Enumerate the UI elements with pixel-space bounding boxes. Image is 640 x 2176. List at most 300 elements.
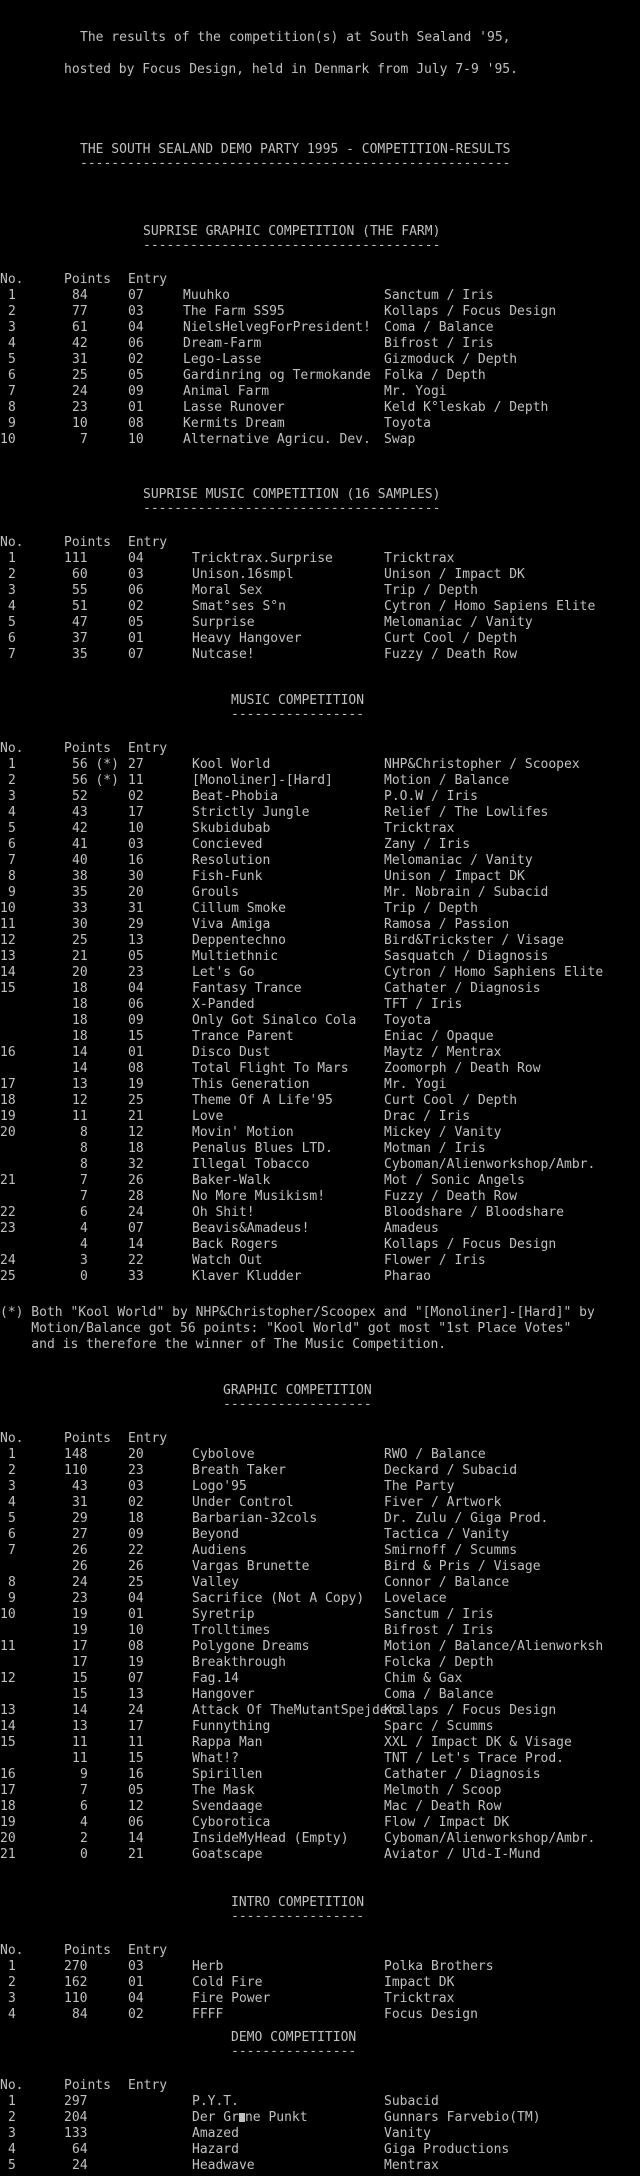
entry-title-cell: Under Control: [192, 1495, 294, 1510]
entry-number-cell: 13: [128, 1687, 144, 1702]
points-cell: 43: [72, 1479, 88, 1494]
rank-cell: 3: [8, 583, 16, 598]
points-cell: 20: [72, 965, 88, 980]
entry-title-cell: Concieved: [192, 837, 263, 852]
author-cell: Mr. Yogi: [384, 384, 447, 399]
rank-cell: 18: [0, 1093, 16, 1108]
rank-cell: 2: [8, 773, 16, 788]
entry-number-cell: 21: [128, 1109, 144, 1124]
rank-cell: 6: [8, 631, 16, 646]
entry-title-cell: The Mask: [192, 1783, 255, 1798]
entry-title-cell: Polygone Dreams: [192, 1639, 310, 1654]
points-cell: 51: [72, 599, 88, 614]
section-title: SUPRISE GRAPHIC COMPETITION (THE FARM): [143, 224, 441, 239]
points-cell: 31: [72, 1495, 88, 1510]
author-cell: Cathater / Diagnosis: [384, 1767, 541, 1782]
entry-title-cell: Attack Of TheMutantSpejders: [192, 1703, 404, 1718]
entry-title-cell: [Monoliner]-[Hard]: [192, 773, 333, 788]
rank-cell: 6: [8, 368, 16, 383]
entry-number-cell: 03: [128, 837, 144, 852]
rank-cell: 21: [0, 1173, 16, 1188]
author-cell: Zany / Iris: [384, 837, 471, 852]
rank-cell: 8: [8, 400, 16, 415]
points-cell: 162: [64, 1975, 88, 1990]
entry-number-cell: 01: [128, 1045, 144, 1060]
points-cell: 84: [72, 288, 88, 303]
rank-cell: 1: [8, 288, 16, 303]
author-cell: Melomaniac / Vanity: [384, 853, 533, 868]
author-cell: Tricktrax: [384, 821, 455, 836]
entry-title-cell: Trolltimes: [192, 1623, 271, 1638]
rank-cell: 15: [0, 981, 16, 996]
rank-cell: 5: [8, 352, 16, 367]
points-cell: 17: [72, 1655, 88, 1670]
entry-title-cell: Multiethnic: [192, 949, 279, 964]
rank-cell: 4: [8, 2007, 16, 2022]
points-cell: 19: [72, 1607, 88, 1622]
entry-number-cell: 04: [128, 320, 144, 335]
author-cell: Cyboman/Alienworkshop/Ambr.: [384, 1157, 596, 1172]
entry-title-cell: Rappa Man: [192, 1735, 263, 1750]
section-title: DEMO COMPETITION: [231, 2030, 357, 2045]
entry-title-cell: Nutcase!: [192, 647, 255, 662]
entry-number-cell: 07: [128, 647, 144, 662]
entry-number-cell: 20: [128, 885, 144, 900]
points-cell: 15: [72, 1671, 88, 1686]
entry-title-cell: Goatscape: [192, 1847, 263, 1862]
entry-number-cell: 25: [128, 1575, 144, 1590]
entry-number-cell: 24: [128, 1703, 144, 1718]
section-title-underline: --------------------------------------: [143, 238, 441, 253]
points-cell: 23: [72, 1591, 88, 1606]
author-cell: Tricktrax: [384, 1991, 455, 2006]
rank-cell: 19: [0, 1815, 16, 1830]
entry-title-cell: Back Rogers: [192, 1237, 279, 1252]
entry-number-cell: 23: [128, 1463, 144, 1478]
points-cell: 4: [80, 1815, 88, 1830]
author-cell: Cathater / Diagnosis: [384, 981, 541, 996]
section-title: SUPRISE MUSIC COMPETITION (16 SAMPLES): [143, 487, 441, 502]
entry-number-cell: 26: [128, 1559, 144, 1574]
section-title-underline: -----------------: [231, 1909, 365, 1924]
table-header-cell: Points: [64, 2078, 111, 2093]
entry-title-cell: What!?: [192, 1751, 239, 1766]
rank-cell: 9: [8, 416, 16, 431]
rank-cell: 22: [0, 1205, 16, 1220]
author-cell: Melomaniac / Vanity: [384, 615, 533, 630]
entry-number-cell: 19: [128, 1655, 144, 1670]
section-title-underline: ----------------: [231, 2044, 357, 2059]
entry-title-cell: Resolution: [192, 853, 271, 868]
points-cell: 148: [64, 1447, 88, 1462]
rank-cell: 25: [0, 1269, 16, 1284]
rank-cell: 10: [0, 1607, 16, 1622]
author-cell: Keld K°leskab / Depth: [384, 400, 549, 415]
author-cell: Aviator / Uld-I-Mund: [384, 1847, 541, 1862]
rank-cell: 14: [0, 1719, 16, 1734]
rank-cell: 18: [0, 1799, 16, 1814]
entry-number-cell: 22: [128, 1543, 144, 1558]
entry-number-cell: 06: [128, 336, 144, 351]
entry-title-cell: Moral Sex: [192, 583, 263, 598]
author-cell: Vanity: [384, 2126, 431, 2141]
entry-title-cell: This Generation: [192, 1077, 310, 1092]
section-title: MUSIC COMPETITION: [231, 693, 365, 708]
entry-number-cell: 10: [128, 821, 144, 836]
entry-number-cell: 17: [128, 1719, 144, 1734]
entry-title-cell: Cillum Smoke: [192, 901, 286, 916]
entry-title-cell: Fantasy Trance: [192, 981, 302, 996]
points-cell: 270: [64, 1959, 88, 1974]
entry-title-cell: Lego-Lasse: [183, 352, 262, 367]
rank-cell: 2: [8, 567, 16, 582]
author-cell: Smirnoff / Scumms: [384, 1543, 518, 1558]
author-cell: Eniac / Opaque: [384, 1029, 494, 1044]
author-cell: XXL / Impact DK & Visage: [384, 1735, 572, 1750]
entry-title-cell: Fish-Funk: [192, 869, 263, 884]
table-header-cell: No.: [0, 2078, 24, 2093]
author-cell: Tactica / Vanity: [384, 1527, 510, 1542]
entry-number-cell: 14: [128, 1237, 144, 1252]
points-cell: 204: [64, 2110, 88, 2125]
points-cell: 84: [72, 2007, 88, 2022]
rank-cell: 7: [8, 1543, 16, 1558]
points-cell: 3: [80, 1253, 88, 1268]
points-cell: 77: [72, 304, 88, 319]
entry-number-cell: 19: [128, 1077, 144, 1092]
entry-title-cell: Svendaage: [192, 1799, 263, 1814]
entry-number-cell: 05: [128, 615, 144, 630]
author-cell: Swap: [384, 432, 416, 447]
rank-cell: 11: [0, 917, 16, 932]
rank-cell: 1: [8, 1959, 16, 1974]
entry-title-cell: Let's Go: [192, 965, 255, 980]
points-cell: 33: [72, 901, 88, 916]
rank-cell: 10: [0, 432, 16, 447]
rank-cell: 3: [8, 789, 16, 804]
entry-number-cell: 30: [128, 869, 144, 884]
points-cell: 35: [72, 647, 88, 662]
entry-number-cell: 13: [128, 933, 144, 948]
points-cell: 18: [72, 997, 88, 1012]
author-cell: Motion / Balance: [384, 773, 510, 788]
rank-cell: 2: [8, 2110, 16, 2125]
entry-title-cell: Spirillen: [192, 1767, 263, 1782]
entry-title-cell: Beat-Phobia: [192, 789, 279, 804]
author-cell: Toyota: [384, 416, 431, 431]
author-cell: Kollaps / Focus Design: [384, 1237, 557, 1252]
points-cell: 24: [72, 1575, 88, 1590]
points-cell: 26: [72, 1559, 88, 1574]
entry-number-cell: 01: [128, 631, 144, 646]
author-cell: Chim & Gax: [384, 1671, 463, 1686]
entry-title-cell: X-Panded: [192, 997, 255, 1012]
rank-cell: 13: [0, 949, 16, 964]
author-cell: Toyota: [384, 1013, 431, 1028]
entry-number-cell: 01: [128, 400, 144, 415]
points-cell: 297: [64, 2094, 88, 2109]
rank-cell: 4: [8, 805, 16, 820]
table-header-cell: Points: [64, 535, 111, 550]
points-cell: 18: [72, 1013, 88, 1028]
author-cell: Unison / Impact DK: [384, 567, 525, 582]
points-cell: 61: [72, 320, 88, 335]
entry-number-cell: 08: [128, 1639, 144, 1654]
points-cell: 8: [80, 1157, 88, 1172]
entry-title-cell: Only Got Sinalco Cola: [192, 1013, 357, 1028]
entry-number-cell: 01: [128, 1607, 144, 1622]
entry-number-cell: 06: [128, 1815, 144, 1830]
entry-number-cell: 33: [128, 1269, 144, 1284]
points-cell: 64: [72, 2142, 88, 2157]
author-cell: Sanctum / Iris: [384, 1607, 494, 1622]
author-cell: Giga Productions: [384, 2142, 510, 2157]
entry-title-cell: Breath Taker: [192, 1463, 286, 1478]
points-cell: 11: [72, 1109, 88, 1124]
points-cell: 2: [80, 1831, 88, 1846]
entry-title-cell: FFFF: [192, 2007, 224, 2022]
entry-number-cell: 03: [128, 304, 144, 319]
author-cell: Deckard / Subacid: [384, 1463, 518, 1478]
author-cell: Curt Cool / Depth: [384, 631, 518, 646]
entry-title-cell: Sacrifice (Not A Copy): [192, 1591, 365, 1606]
entry-title-cell: Vargas Brunette: [192, 1559, 310, 1574]
points-cell: 56 (*): [72, 757, 119, 772]
points-cell: 29: [72, 1511, 88, 1526]
points-cell: 37: [72, 631, 88, 646]
author-cell: Ramosa / Passion: [384, 917, 510, 932]
section-title-underline: -------------------: [223, 1397, 372, 1412]
author-cell: Coma / Balance: [384, 1687, 494, 1702]
author-cell: Kollaps / Focus Design: [384, 1703, 557, 1718]
points-cell: 7: [80, 432, 88, 447]
entry-number-cell: 24: [128, 1205, 144, 1220]
author-cell: Folka / Depth: [384, 368, 486, 383]
author-cell: Tricktrax: [384, 551, 455, 566]
entry-number-cell: 16: [128, 1767, 144, 1782]
author-cell: The Party: [384, 1479, 455, 1494]
author-cell: Polka Brothers: [384, 1959, 494, 1974]
entry-number-cell: 28: [128, 1189, 144, 1204]
entry-title-cell: Theme Of A Life'95: [192, 1093, 333, 1108]
points-cell: 60: [72, 567, 88, 582]
author-cell: Cytron / Homo Saphiens Elite: [384, 965, 604, 980]
entry-title-cell: InsideMyHead (Empty): [192, 1831, 349, 1846]
footnote-line: Motion/Balance got 56 points: "Kool World" got most "1st Place Votes": [0, 1321, 572, 1336]
points-cell: 19: [72, 1623, 88, 1638]
rank-cell: 17: [0, 1077, 16, 1092]
rank-cell: 21: [0, 1847, 16, 1862]
rank-cell: 5: [8, 1511, 16, 1526]
rank-cell: 2: [8, 304, 16, 319]
rank-cell: 10: [0, 901, 16, 916]
author-cell: Connor / Balance: [384, 1575, 510, 1590]
footnote-line: and is therefore the winner of The Music Competition.: [0, 1337, 447, 1352]
author-cell: Dr. Zulu / Giga Prod.: [384, 1511, 549, 1526]
entry-title-cell: Grouls: [192, 885, 239, 900]
entry-number-cell: 07: [128, 1221, 144, 1236]
rank-cell: 3: [8, 320, 16, 335]
rank-cell: 1: [8, 757, 16, 772]
author-cell: Folcka / Depth: [384, 1655, 494, 1670]
rank-cell: 20: [0, 1831, 16, 1846]
entry-title-cell: Cyborotica: [192, 1815, 271, 1830]
entry-title-cell: Barbarian-32cols: [192, 1511, 318, 1526]
rank-cell: 3: [8, 2126, 16, 2141]
author-cell: NHP&Christopher / Scoopex: [384, 757, 580, 772]
entry-title-cell: Tricktrax.Surprise: [192, 551, 333, 566]
entry-title-cell: Hangover: [192, 1687, 255, 1702]
entry-title-cell: Dream-Farm: [183, 336, 262, 351]
rank-cell: 3: [8, 1991, 16, 2006]
entry-number-cell: 18: [128, 1141, 144, 1156]
rank-cell: 4: [8, 1495, 16, 1510]
entry-number-cell: 15: [128, 1029, 144, 1044]
entry-title-cell: Logo'95: [192, 1479, 247, 1494]
section-title-underline: -----------------: [231, 707, 365, 722]
entry-title-cell: Cold Fire: [192, 1975, 263, 1990]
entry-number-cell: 02: [128, 352, 144, 367]
table-header-cell: Entry: [128, 1431, 168, 1446]
entry-number-cell: 09: [128, 1013, 144, 1028]
author-cell: Bird & Pris / Visage: [384, 1559, 541, 1574]
author-cell: RWO / Balance: [384, 1447, 486, 1462]
author-cell: Curt Cool / Depth: [384, 1093, 518, 1108]
points-cell: 6: [80, 1205, 88, 1220]
entry-number-cell: 09: [128, 384, 144, 399]
entry-number-cell: 10: [128, 432, 144, 447]
entry-title-cell: Baker-Walk: [192, 1173, 271, 1188]
entry-number-cell: 04: [128, 1591, 144, 1606]
author-cell: Pharao: [384, 1269, 431, 1284]
author-cell: Lovelace: [384, 1591, 447, 1606]
rank-cell: 15: [0, 1735, 16, 1750]
rank-cell: 11: [0, 1639, 16, 1654]
author-cell: Impact DK: [384, 1975, 455, 1990]
author-cell: Amadeus: [384, 1221, 439, 1236]
points-cell: 43: [72, 805, 88, 820]
points-cell: 10: [72, 416, 88, 431]
author-cell: Mr. Yogi: [384, 1077, 447, 1092]
entry-title-cell: Strictly Jungle: [192, 805, 310, 820]
points-cell: 15: [72, 1687, 88, 1702]
points-cell: 11: [72, 1751, 88, 1766]
rank-cell: 8: [8, 1575, 16, 1590]
rank-cell: 1: [8, 551, 16, 566]
rank-cell: 9: [8, 1591, 16, 1606]
entry-title-cell: Alternative Agricu. Dev.: [183, 432, 371, 447]
rank-cell: 16: [0, 1045, 16, 1060]
entry-title-cell: Herb: [192, 1959, 224, 1974]
entry-title-cell: Fire Power: [192, 1991, 271, 2006]
points-cell: 18: [72, 981, 88, 996]
author-cell: Trip / Depth: [384, 583, 478, 598]
points-cell: 24: [72, 384, 88, 399]
table-header-cell: No.: [0, 535, 24, 550]
author-cell: Flow / Impact DK: [384, 1815, 510, 1830]
table-header-cell: Points: [64, 1943, 111, 1958]
points-cell: 4: [80, 1221, 88, 1236]
entry-title-cell: Illegal Tobacco: [192, 1157, 310, 1172]
points-cell: 8: [80, 1141, 88, 1156]
entry-number-cell: 22: [128, 1253, 144, 1268]
entry-number-cell: 12: [128, 1799, 144, 1814]
entry-title-cell: Penalus Blues LTD.: [192, 1141, 333, 1156]
author-cell: Bloodshare / Bloodshare: [384, 1205, 565, 1220]
entry-title-cell: NielsHelvegForPresident!: [183, 320, 371, 335]
entry-title-cell: The Farm SS95: [183, 304, 285, 319]
entry-number-cell: 02: [128, 599, 144, 614]
rank-cell: 2: [8, 1975, 16, 1990]
rank-cell: 5: [8, 821, 16, 836]
entry-number-cell: 09: [128, 1527, 144, 1542]
entry-title-cell: No More Musikism!: [192, 1189, 326, 1204]
section-title: INTRO COMPETITION: [231, 1895, 365, 1910]
table-header-cell: Points: [64, 741, 111, 756]
points-cell: 111: [64, 551, 88, 566]
author-cell: Fuzzy / Death Row: [384, 647, 518, 662]
points-cell: 56 (*): [72, 773, 119, 788]
points-cell: 25: [72, 368, 88, 383]
points-cell: 41: [72, 837, 88, 852]
rank-cell: 8: [8, 869, 16, 884]
author-cell: Relief / The Lowlifes: [384, 805, 549, 820]
points-cell: 0: [80, 1269, 88, 1284]
entry-title-cell: Cybolove: [192, 1447, 255, 1462]
author-cell: Unison / Impact DK: [384, 869, 525, 884]
entry-number-cell: 04: [128, 1991, 144, 2006]
entry-title-cell: Love: [192, 1109, 224, 1124]
rank-cell: 6: [8, 837, 16, 852]
entry-number-cell: 29: [128, 917, 144, 932]
points-cell: 9: [80, 1767, 88, 1782]
entry-title-cell: Der Gr ne Punkt: [192, 2110, 308, 2125]
author-cell: Maytz / Mentrax: [384, 1045, 502, 1060]
entry-title-cell: Amazed: [192, 2126, 239, 2141]
rank-cell: 9: [8, 885, 16, 900]
points-cell: 14: [72, 1061, 88, 1076]
entry-number-cell: 14: [128, 1831, 144, 1846]
entry-title-cell: Beyond: [192, 1527, 239, 1542]
entry-title-cell: Skubidubab: [192, 821, 271, 836]
rank-cell: 6: [8, 1527, 16, 1542]
points-cell: 133: [64, 2126, 88, 2141]
entry-number-cell: 20: [128, 1447, 144, 1462]
author-cell: Fiver / Artwork: [384, 1495, 502, 1510]
table-header-cell: Points: [64, 272, 111, 287]
entry-title-cell: Oh Shit!: [192, 1205, 255, 1220]
author-cell: Sasquatch / Diagnosis: [384, 949, 549, 964]
author-cell: Sanctum / Iris: [384, 288, 494, 303]
entry-number-cell: 31: [128, 901, 144, 916]
entry-number-cell: 17: [128, 805, 144, 820]
entry-number-cell: 08: [128, 416, 144, 431]
points-cell: 7: [80, 1783, 88, 1798]
main-title-underline: -------------------------------------------------------: [80, 156, 511, 171]
author-cell: Cytron / Homo Sapiens Elite: [384, 599, 596, 614]
rank-cell: 23: [0, 1221, 16, 1236]
rank-cell: 14: [0, 965, 16, 980]
entry-number-cell: 05: [128, 1783, 144, 1798]
section-title: GRAPHIC COMPETITION: [223, 1383, 372, 1398]
entry-number-cell: 06: [128, 997, 144, 1012]
entry-title-cell: Muuhko: [183, 288, 230, 303]
author-cell: Gunnars Farvebio(TM): [384, 2110, 541, 2125]
entry-title-cell: Trance Parent: [192, 1029, 294, 1044]
author-cell: Mr. Nobrain / Subacid: [384, 885, 549, 900]
rank-cell: 7: [8, 647, 16, 662]
author-cell: TFT / Iris: [384, 997, 463, 1012]
